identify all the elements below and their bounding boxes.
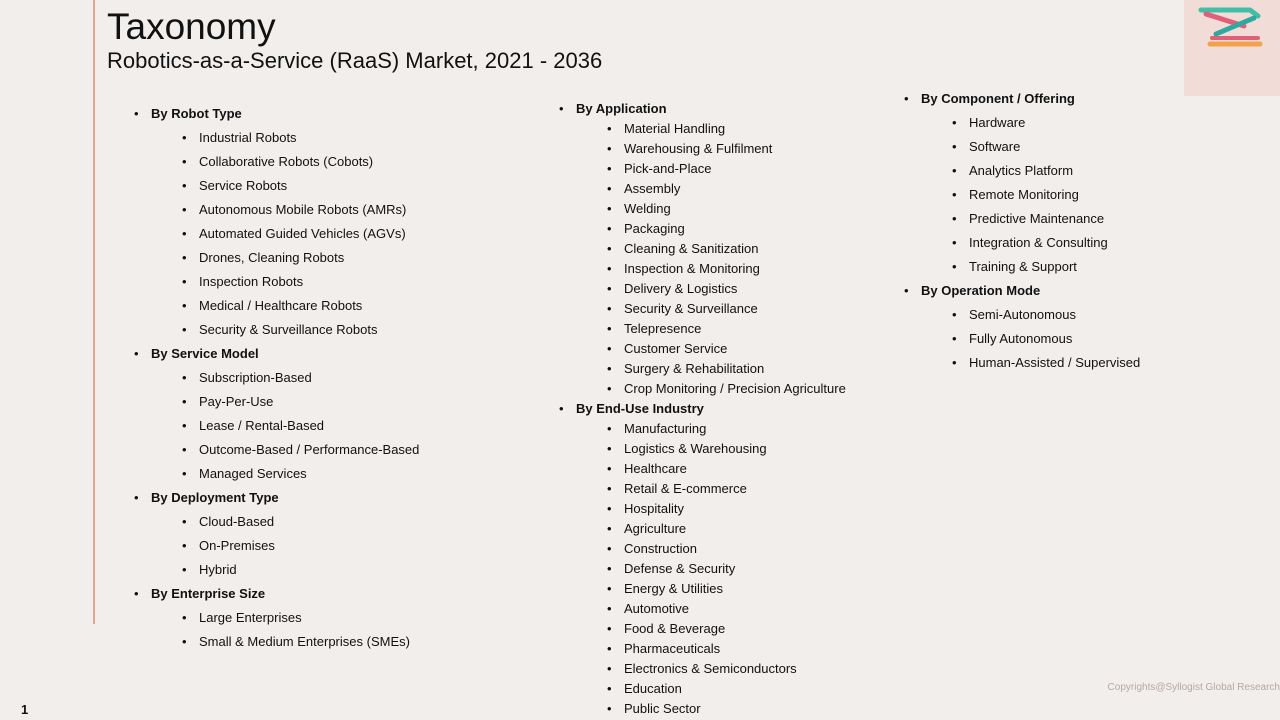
list-item: • Pick-and-Place (624, 159, 846, 179)
list-item: • Medical / Healthcare Robots (199, 294, 419, 318)
list-item: • Warehousing & Fulfilment (624, 139, 846, 159)
list-item: • Managed Services (199, 462, 419, 486)
list-item: • Pay-Per-Use (199, 390, 419, 414)
list-item: • Remote Monitoring (969, 183, 1140, 207)
category-heading: • By Robot Type (151, 102, 419, 126)
list-item: • Semi-Autonomous (969, 303, 1140, 327)
list-item: • Inspection Robots (199, 270, 419, 294)
list-item: • Public Sector (624, 699, 846, 719)
list-item: • Food & Beverage (624, 619, 846, 639)
list-item: • Security & Surveillance (624, 299, 846, 319)
list-item: • Defense & Security (624, 559, 846, 579)
list-item: • Fully Autonomous (969, 327, 1140, 351)
accent-divider-line (93, 0, 95, 624)
list-item: • Telepresence (624, 319, 846, 339)
list-item: • Small & Medium Enterprises (SMEs) (199, 630, 419, 654)
list-item: • Hospitality (624, 499, 846, 519)
list-item: • Human-Assisted / Supervised (969, 351, 1140, 375)
category-heading: • By Service Model (151, 342, 419, 366)
list-item: • Material Handling (624, 119, 846, 139)
taxonomy-column-3 (921, 87, 1140, 375)
list-item: • Pharmaceuticals (624, 639, 846, 659)
list-item: • Packaging (624, 219, 846, 239)
taxonomy-column-2 (576, 99, 846, 719)
list-item: • Lease / Rental-Based (199, 414, 419, 438)
list-item: • Manufacturing (624, 419, 846, 439)
list-item: • Outcome-Based / Performance-Based (199, 438, 419, 462)
list-item: • Hybrid (199, 558, 419, 582)
category-heading: • By Deployment Type (151, 486, 419, 510)
list-item: • Service Robots (199, 174, 419, 198)
list-item: • Integration & Consulting (969, 231, 1140, 255)
taxonomy-column-1 (151, 102, 419, 654)
list-item: • Analytics Platform (969, 159, 1140, 183)
list-item: • Training & Support (969, 255, 1140, 279)
list-item: • Energy & Utilities (624, 579, 846, 599)
list-item: • Predictive Maintenance (969, 207, 1140, 231)
page-number: 1 (21, 702, 29, 717)
list-item: • Large Enterprises (199, 606, 419, 630)
list-item: • Electronics & Semiconductors (624, 659, 846, 679)
list-item: • Logistics & Warehousing (624, 439, 846, 459)
category-heading: • By Enterprise Size (151, 582, 419, 606)
list-item: • Inspection & Monitoring (624, 259, 846, 279)
list-item: • Autonomous Mobile Robots (AMRs) (199, 198, 419, 222)
list-item: • Agriculture (624, 519, 846, 539)
list-item: • On-Premises (199, 534, 419, 558)
category-heading: • By Component / Offering (921, 87, 1140, 111)
page-title: Taxonomy (107, 6, 276, 47)
page-subtitle: Robotics-as-a-Service (RaaS) Market, 2021 - 2036 (107, 48, 603, 73)
syllogist-logo-icon (1198, 4, 1264, 54)
list-item: • Subscription-Based (199, 366, 419, 390)
list-item: • Healthcare (624, 459, 846, 479)
list-item: • Hardware (969, 111, 1140, 135)
list-item: • Construction (624, 539, 846, 559)
list-item: • Software (969, 135, 1140, 159)
list-item: • Customer Service (624, 339, 846, 359)
copyright-notice: Copyrights@Syllogist Global Research (1107, 682, 1280, 693)
list-item: • Cleaning & Sanitization (624, 239, 846, 259)
list-item: • Collaborative Robots (Cobots) (199, 150, 419, 174)
list-item: • Automated Guided Vehicles (AGVs) (199, 222, 419, 246)
list-item: • Surgery & Rehabilitation (624, 359, 846, 379)
list-item: • Education (624, 679, 846, 699)
list-item: • Cloud-Based (199, 510, 419, 534)
list-item: • Welding (624, 199, 846, 219)
category-heading: • By End-Use Industry (576, 399, 846, 419)
list-item: • Delivery & Logistics (624, 279, 846, 299)
list-item: • Automotive (624, 599, 846, 619)
category-heading: • By Operation Mode (921, 279, 1140, 303)
logo (1184, 0, 1280, 96)
list-item: • Crop Monitoring / Precision Agriculture (624, 379, 846, 399)
list-item: • Assembly (624, 179, 846, 199)
list-item: • Security & Surveillance Robots (199, 318, 419, 342)
list-item: • Industrial Robots (199, 126, 419, 150)
list-item: • Drones, Cleaning Robots (199, 246, 419, 270)
list-item: • Retail & E-commerce (624, 479, 846, 499)
category-heading: • By Application (576, 99, 846, 119)
